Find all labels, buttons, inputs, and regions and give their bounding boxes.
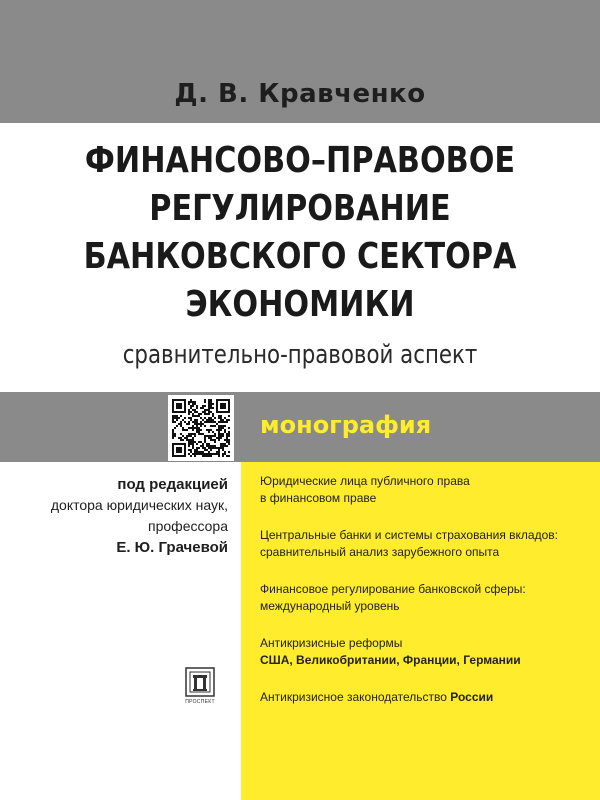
editor-line-2: доктора юридических наук,	[50, 497, 228, 513]
topic-item	[260, 527, 590, 561]
title-line-4: ЭКОНОМИКИ	[185, 284, 415, 325]
topic-item	[260, 635, 590, 669]
qr-code-icon	[168, 395, 234, 461]
topic-line: Центральные банки и системы страхования вкладов:	[260, 528, 558, 542]
book-title	[0, 137, 600, 329]
topic-line: в финансовом праве	[260, 491, 377, 505]
topic-line: Антикризисные реформы	[260, 636, 403, 650]
genre-label: монография	[260, 411, 432, 439]
topic-item	[260, 689, 590, 706]
editor-line-1: под редакцией	[117, 476, 228, 493]
topic-line: Юридические лица публичного права	[260, 474, 470, 488]
editor-name: Е. Ю. Грачевой	[116, 539, 228, 556]
author-name: Д. В. Кравченко	[174, 79, 426, 109]
title-line-2: РЕГУЛИРОВАНИЕ	[149, 188, 451, 229]
title-line-1: ФИНАНСОВО–ПРАВОВОЕ	[84, 140, 516, 181]
editor-block	[20, 474, 228, 558]
topic-item	[260, 473, 590, 507]
topic-line-bold	[260, 652, 590, 669]
topic-bold-text: России	[450, 690, 494, 704]
topic-line: Финансовое регулирование банковской сферы:	[260, 582, 526, 596]
title-line-3: БАНКОВСКОГО СЕКТОРА	[83, 236, 517, 277]
topic-bold-text: США, Великобритании, Франции, Германии	[260, 653, 521, 667]
publisher-name: ПРОСПЕКТ	[185, 699, 215, 705]
topic-item	[260, 581, 590, 615]
topic-line	[260, 689, 590, 706]
topics-list	[260, 473, 590, 726]
editor-line-3: профессора	[148, 518, 228, 534]
publisher-logo-icon	[180, 667, 220, 711]
topic-line: сравнительный анализ зарубежного опыта	[260, 545, 500, 559]
topic-prefix-text: Антикризисное законодательство	[260, 690, 451, 704]
book-subtitle: сравнительно-правовой аспект	[122, 340, 478, 370]
topic-line: международный уровень	[260, 599, 400, 613]
